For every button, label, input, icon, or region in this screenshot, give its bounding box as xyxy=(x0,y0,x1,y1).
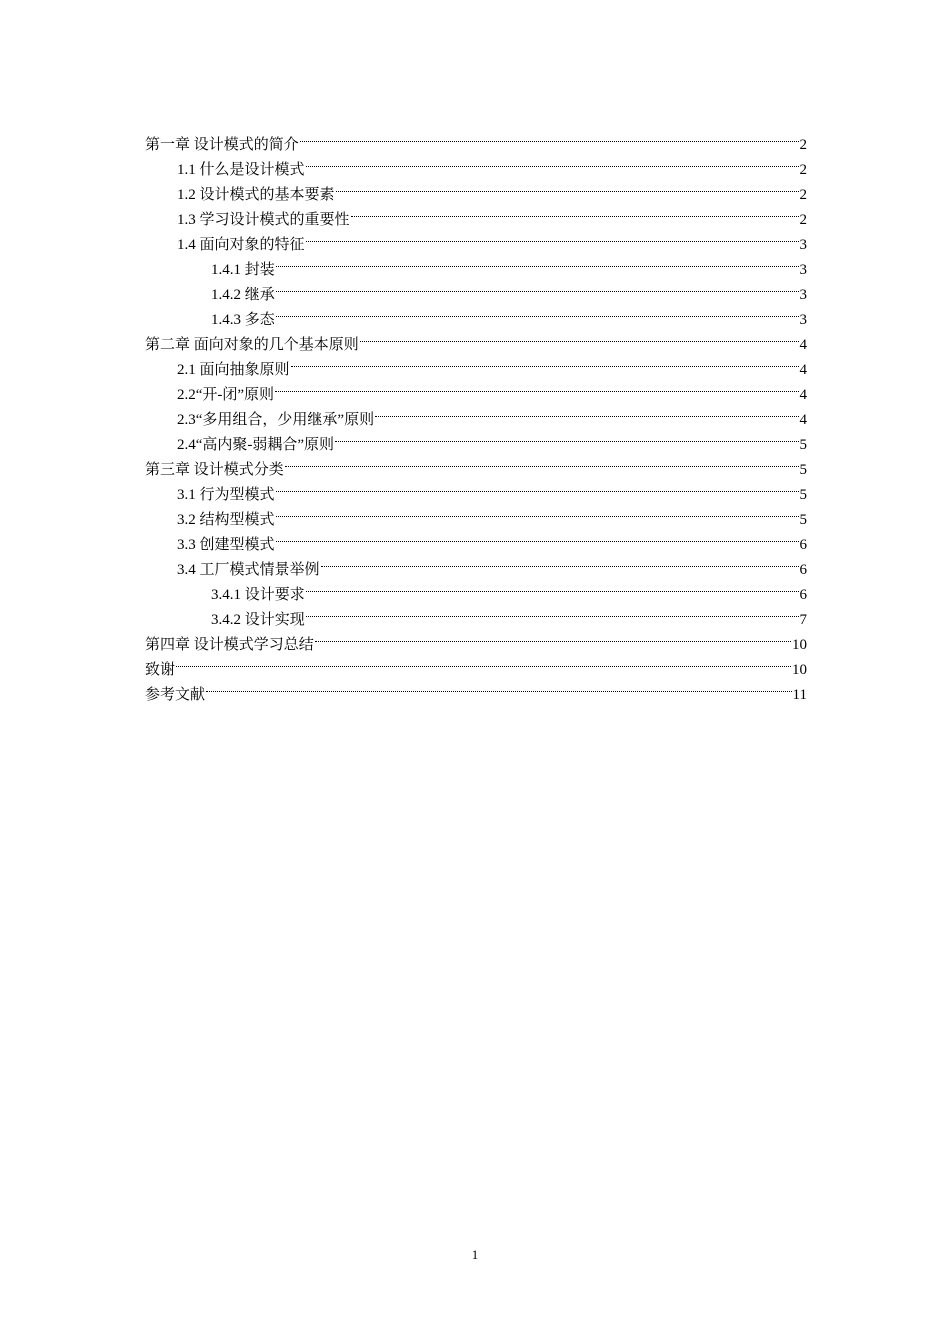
toc-entry-title: 3.4 工厂模式情景举例 xyxy=(177,562,320,578)
toc-entry-page: 3 xyxy=(799,312,807,328)
toc-entry-page: 11 xyxy=(792,687,807,703)
toc-dot-leader xyxy=(276,474,799,499)
toc-entry-title: 1.1 什么是设计模式 xyxy=(177,162,305,178)
toc-entry-page: 3 xyxy=(799,287,807,303)
toc-dot-leader xyxy=(306,599,799,624)
toc-entry-title: 2.3“多用组合，少用继承”原则 xyxy=(177,412,375,428)
toc-entry[interactable] xyxy=(145,674,807,703)
toc-dot-leader xyxy=(275,374,798,399)
toc-entry-page: 5 xyxy=(799,487,807,503)
toc-entry-title: 3.1 行为型模式 xyxy=(177,487,275,503)
toc-dot-leader xyxy=(291,349,799,374)
toc-entry-page: 3 xyxy=(799,262,807,278)
toc-entry-page: 5 xyxy=(799,437,807,453)
toc-entry-page: 4 xyxy=(799,412,807,428)
page-number: 1 xyxy=(471,1247,479,1262)
toc-entry-page: 6 xyxy=(799,587,807,603)
toc-entry-title: 1.4.3 多态 xyxy=(211,312,275,328)
toc-dot-leader xyxy=(285,449,799,474)
toc-entry-title: 参考文献 xyxy=(145,687,206,703)
toc-entry-page: 5 xyxy=(799,512,807,528)
toc-entry-page: 10 xyxy=(792,637,807,653)
toc-entry-title: 3.4.1 设计要求 xyxy=(211,587,305,603)
toc-entry-page: 3 xyxy=(799,237,807,253)
toc-entry-title: 3.3 创建型模式 xyxy=(177,537,275,553)
toc-dot-leader xyxy=(206,674,792,699)
toc-entry-page: 2 xyxy=(799,212,807,228)
toc-entry-title: 3.2 结构型模式 xyxy=(177,512,275,528)
toc-entry[interactable] xyxy=(145,124,807,153)
toc-entry-title: 3.4.2 设计实现 xyxy=(211,612,305,628)
toc-entry-title: 第四章 设计模式学习总结 xyxy=(145,637,314,653)
toc-entry-page: 6 xyxy=(799,537,807,553)
toc-entry-page: 2 xyxy=(799,137,807,153)
toc-entry-title: 2.2“开-闭”原则 xyxy=(177,387,275,403)
toc-dot-leader xyxy=(315,624,791,649)
toc-entry[interactable] xyxy=(145,649,807,678)
toc-dot-leader xyxy=(276,499,799,524)
toc-entry-title: 1.4.1 封装 xyxy=(211,262,275,278)
toc-dot-leader xyxy=(375,399,798,424)
toc-entry-title: 第二章 面向对象的几个基本原则 xyxy=(145,337,359,353)
toc-entry-page: 10 xyxy=(792,662,807,678)
toc-entry-title: 2.4“高内聚-弱耦合”原则 xyxy=(177,437,335,453)
toc-entry-title: 1.4 面向对象的特征 xyxy=(177,237,305,253)
toc-dot-leader xyxy=(351,199,799,224)
toc-entry-page: 6 xyxy=(799,562,807,578)
toc-entry-page: 4 xyxy=(799,337,807,353)
toc-dot-leader xyxy=(360,324,799,349)
toc-dot-leader xyxy=(306,224,799,249)
table-of-contents xyxy=(145,124,807,703)
toc-entry-title: 第一章 设计模式的简介 xyxy=(145,137,299,153)
toc-dot-leader xyxy=(276,249,799,274)
toc-dot-leader xyxy=(276,524,799,549)
toc-entry-page: 4 xyxy=(799,362,807,378)
toc-dot-leader xyxy=(321,549,799,574)
toc-entry-page: 2 xyxy=(799,162,807,178)
toc-entry-page: 5 xyxy=(799,462,807,478)
toc-entry-page: 4 xyxy=(799,387,807,403)
toc-dot-leader xyxy=(276,299,799,324)
toc-entry-title: 1.2 设计模式的基本要素 xyxy=(177,187,335,203)
toc-entry-page: 2 xyxy=(799,187,807,203)
toc-entry-page: 7 xyxy=(799,612,807,628)
toc-entry-title: 致谢 xyxy=(145,662,176,678)
toc-dot-leader xyxy=(306,574,799,599)
toc-entry-title: 1.4.2 继承 xyxy=(211,287,275,303)
toc-entry-title: 第三章 设计模式分类 xyxy=(145,462,284,478)
toc-dot-leader xyxy=(336,174,799,199)
toc-entry-title: 2.1 面向抽象原则 xyxy=(177,362,290,378)
toc-dot-leader xyxy=(335,424,798,449)
toc-dot-leader xyxy=(306,149,799,174)
toc-dot-leader xyxy=(176,649,791,674)
toc-dot-leader xyxy=(300,124,799,149)
toc-entry-title: 1.3 学习设计模式的重要性 xyxy=(177,212,350,228)
toc-dot-leader xyxy=(276,274,799,299)
